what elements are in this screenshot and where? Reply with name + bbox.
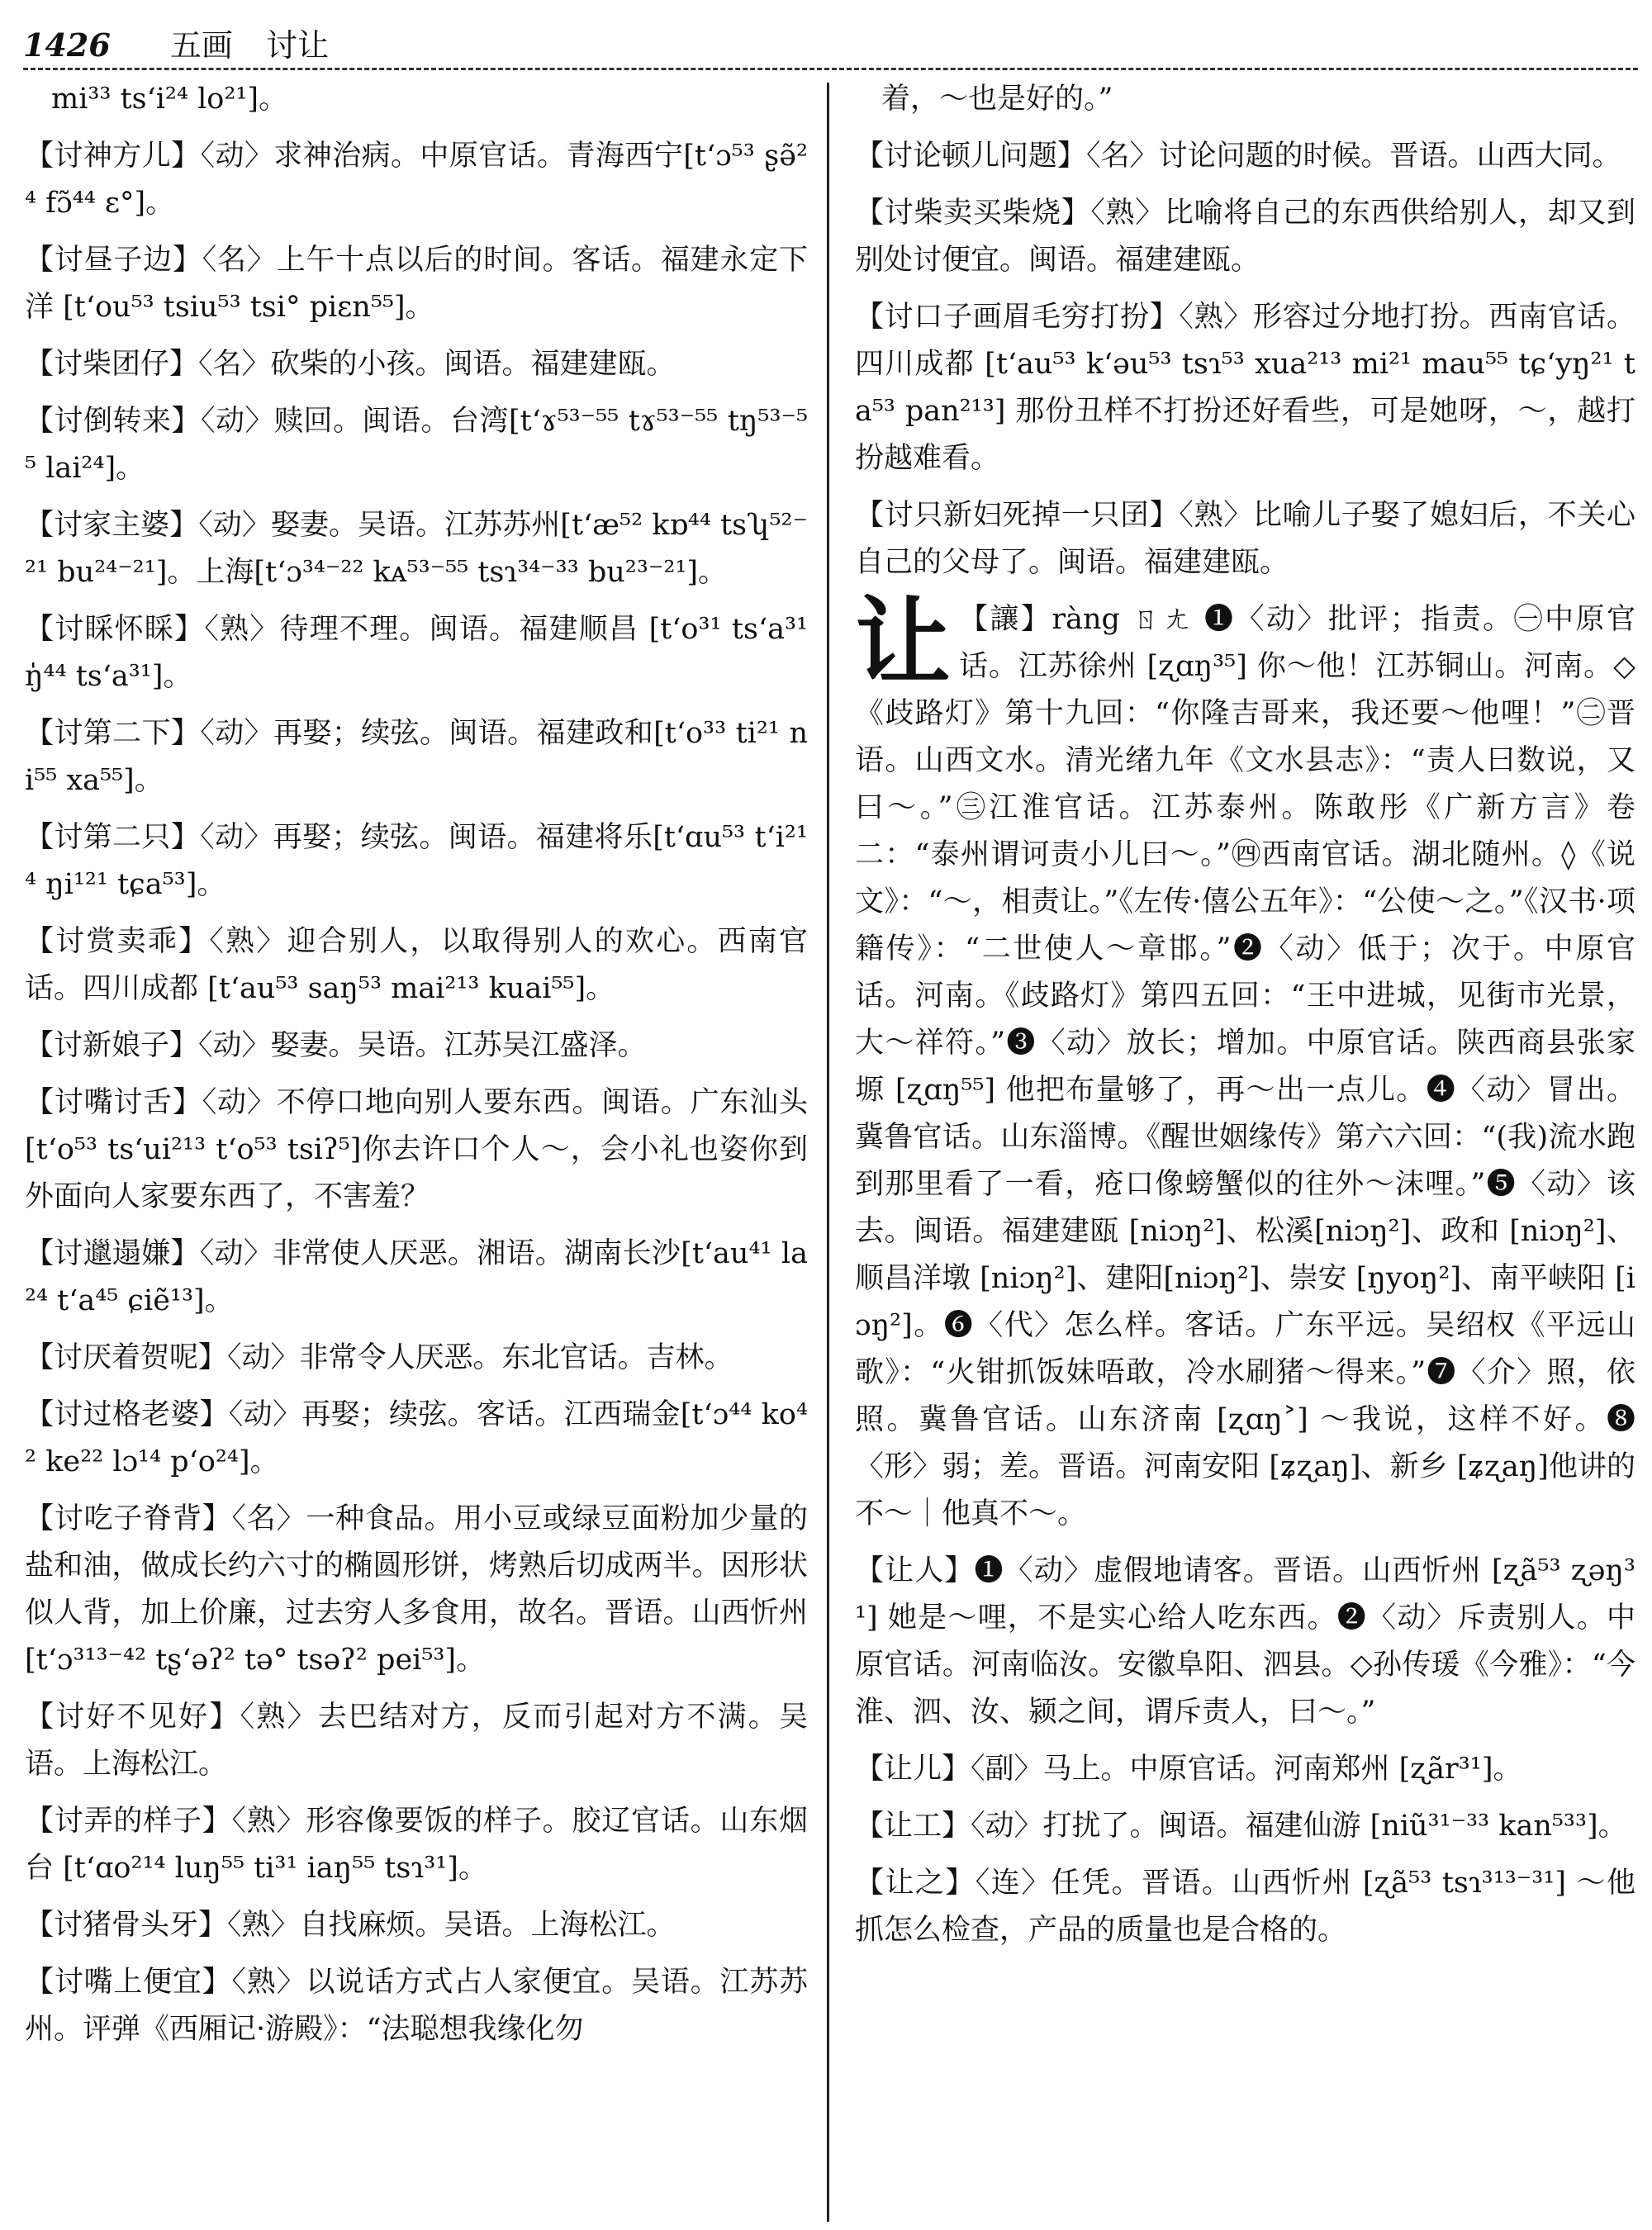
dictionary-entry: 【让儿】〈副〉马上。中原官话。河南郑州 [ʐãr³¹]。	[855, 1753, 1522, 1786]
dictionary-entry: 【讨好不见好】〈熟〉去巴结对方，反而引起对方不满。吴语。上海松江。	[25, 1701, 808, 1781]
dictionary-entry: 【讨赏卖乖】〈熟〉迎合别人，以取得别人的欢心。西南官话。四川成都 [t‘au⁵³ saŋ⁵³ mai²¹³ kuai⁵⁵]。	[25, 925, 808, 1005]
dictionary-entry: 【讨第二下】〈动〉再娶；续弦。闽语。福建政和[t‘o³³ ti²¹ ni⁵⁵ xa⁵⁵]。	[25, 717, 808, 797]
page-header	[23, 21, 1634, 69]
left-column	[25, 76, 808, 2063]
dictionary-entry: 【讨过格老婆】〈动〉再娶；续弦。客话。江西瑞金[t‘ɔ⁴⁴ ko⁴² ke²² lɔ¹⁴ p‘o²⁴]。	[25, 1398, 808, 1478]
dictionary-entry: 【讨吃子脊背】〈名〉一种食品。用小豆或绿豆面粉加少量的盐和油，做成长约六寸的椭圆形饼，烤熟后切成两半。因形状似人背，加上价廉，过去穷人多食用，故名。晋语。山西忻州 [t‘ɔ³¹³⁻⁴² tʂ‘əʔ² tə° tsəʔ² pei⁵³]。	[25, 1502, 808, 1677]
headword-entry-rang	[855, 586, 1635, 1538]
dictionary-entry: 【讨猪骨头牙】〈熟〉自找麻烦。吴语。上海松江。	[25, 1909, 676, 1942]
dictionary-entry: 【讨口子画眉毛穷打扮】〈熟〉形容过分地打扮。西南官话。四川成都 [t‘au⁵³ k‘əu⁵³ tsɿ⁵³ xua²¹³ mi²¹ mau⁵⁵ tɕ‘yŋ²¹ ta⁵³ pan²¹³] 那份丑样不打扮还好看些，可是她呀，～，越打扮越难看。	[855, 301, 1635, 475]
dictionary-entry: 【让之】〈连〉任凭。晋语。山西忻州 [ʐã⁵³ tsɿ³¹³⁻³¹] ～他抓怎么检查，产品的质量也是合格的。	[855, 1867, 1635, 1947]
header-rule	[23, 68, 1638, 70]
dictionary-entry: 【讨厌着贺呢】〈动〉非常令人厌恶。东北官话。吉林。	[25, 1341, 733, 1374]
dictionary-entry: 【讨神方儿】〈动〉求神治病。中原官话。青海西宁[t‘ɔ⁵³ ʂə̃²⁴ fɔ̃⁴⁴ ɛ°]。	[25, 140, 808, 220]
right-column	[855, 76, 1635, 1964]
dictionary-entry: 【让人】❶〈动〉虚假地请客。晋语。山西忻州 [ʐã⁵³ ʐəŋ³¹] 她是～哩，不是实心给人吃东西。❷〈动〉斥责别人。中原官话。河南临汝。安徽阜阳、泗县。◇孙传瑗《今雅》：“今淮、泗、汝、颍之间，谓斥责人，曰～。”	[855, 1554, 1635, 1729]
dictionary-entry: 【讨倒转来】〈动〉赎回。闽语。台湾[t‘ɤ⁵³⁻⁵⁵ tɤ⁵³⁻⁵⁵ tŋ⁵³⁻⁵⁵ lai²⁴]。	[25, 405, 808, 485]
dictionary-entry: 【讨柴团仔】〈名〉砍柴的小孩。闽语。福建建瓯。	[25, 348, 676, 381]
dictionary-entry: 【讨邋遢嫌】〈动〉非常使人厌恶。湘语。湖南长沙[t‘au⁴¹ la²⁴ t‘a⁴⁵ ɕiẽ¹³]。	[25, 1237, 808, 1317]
page-number: 1426	[23, 26, 111, 64]
column-divider	[827, 83, 829, 2222]
dictionary-entry: 【让工】〈动〉打扰了。闽语。福建仙游 [niũ³¹⁻³³ kan⁵³³]。	[855, 1810, 1627, 1843]
dictionary-entry: 【讨昼子边】〈名〉上午十点以后的时间。客话。福建永定下洋 [t‘ou⁵³ tsiu⁵³ tsi° piɛn⁵⁵]。	[25, 244, 808, 324]
guide-words: 讨让	[265, 27, 329, 64]
dictionary-entry: 【讨家主婆】〈动〉娶妻。吴语。江苏苏州[t‘æ⁵² kɒ⁴⁴ tsʮ⁵²⁻²¹ bu²⁴⁻²¹]。上海[t‘ɔ³⁴⁻²² kᴀ⁵³⁻⁵⁵ tsɿ³⁴⁻³³ bu²³⁻²¹]。	[25, 509, 808, 589]
dictionary-entry: 【讨论顿儿问题】〈名〉讨论问题的时候。晋语。山西大同。	[855, 140, 1621, 173]
dictionary-entry: 【讨睬怀睬】〈熟〉待理不理。闽语。福建顺昌 [t‘o³¹ ts‘a³¹ ŋ̍⁴⁴ ts‘a³¹]。	[25, 613, 808, 693]
dictionary-entry: 【讨只新妇死掉一只囝】〈熟〉比喻儿子娶了媳妇后，不关心自己的父母了。闽语。福建建瓯。	[855, 499, 1635, 579]
dictionary-entry: 【讨嘴上便宜】〈熟〉以说话方式占人家便宜。吴语。江苏苏州。评弹《西厢记·游殿》：“法聪想我缘化勿	[25, 1966, 808, 2046]
dictionary-entry: mi³³ ts‘i²⁴ lo²¹]。	[51, 83, 288, 116]
dictionary-entry: 【讨第二只】〈动〉再娶；续弦。闽语。福建将乐[t‘ɑu⁵³ t‘i²¹⁴ ŋi¹²¹ tɕa⁵³]。	[25, 821, 808, 901]
headword-definition: 【讓】ràng ㄖㄤ ❶〈动〉批评；指责。㊀中原官话。江苏徐州 [ʐɑŋ³⁵] 你～他！江苏铜山。河南。◇《歧路灯》第十九回：“你隆吉哥来，我还要～他哩！”㊁晋语。山西文水。清光绪九年《文水县志》：“责人曰数说，又曰～。”㊂江淮官话。江苏泰州。陈敢彤《广新方言》卷二：“泰州谓诃责小儿曰～。”㊃西南官话。湖北随州。◊《说文》：“～，相责让。”《左传·僖公五年》：“公使～之。”《汉书·项籍传》：“二世使人～章邯。”❷〈动〉低于；次于。中原官话。河南。《歧路灯》第四五回：“王中进城，见街市光景，大～祥符。”❸〈动〉放长；增加。中原官话。陕西商县张家塬 [ʐɑŋ⁵⁵] 他把布量够了，再～出一点儿。❹〈动〉冒出。冀鲁官话。山东淄博。《醒世姻缘传》第六六回：“(我)流水跑到那里看了一看，疮口像螃蟹似的往外～沫哩。”❺〈动〉该去。闽语。福建建瓯 [niɔŋ²]、松溪[niɔŋ²]、政和 [niɔŋ²]、顺昌洋墩 [niɔŋ²]、建阳[niɔŋ²]、崇安 [ŋyoŋ²]、南平峡阳 [iɔŋ²]。❻〈代〉怎么样。客话。广东平远。吴绍权《平远山歌》：“火钳抓饭妹唔敢，冷水刷猪～得来。”❼〈介〉照，依照。冀鲁官话。山东济南 [ʐɑŋ˃] ～我说，这样不好。❽〈形〉弱；差。晋语。河南安阳 [ʑʐaŋ]、新乡 [ʑʐaŋ]他讲的不～｜他真不～。	[855, 603, 1635, 1530]
dictionary-entry: 【讨嘴讨舌】〈动〉不停口地向别人要东西。闽语。广东汕头 [t‘o⁵³ ts‘ui²¹³ t‘o⁵³ tsiʔ⁵]你去许口个人～，会小礼也姿你到外面向人家要东西了，不害羞？	[25, 1086, 808, 1213]
dictionary-entry: 【讨柴卖买柴烧】〈熟〉比喻将自己的东西供给别人，却又到别处讨便宜。闽语。福建建瓯。	[855, 197, 1635, 277]
headword-character: 让	[855, 586, 951, 699]
dictionary-entry: 【讨新娘子】〈动〉娶妻。吴语。江苏吴江盛泽。	[25, 1029, 647, 1062]
section-label: 五画	[169, 27, 233, 64]
dictionary-entry: 【讨弄的样子】〈熟〉形容像要饭的样子。胶辽官话。山东烟台 [t‘ɑo²¹⁴ luŋ⁵⁵ ti³¹ iaŋ⁵⁵ tsɿ³¹]。	[25, 1805, 808, 1885]
dictionary-entry: 着，～也是好的。”	[881, 83, 1113, 116]
